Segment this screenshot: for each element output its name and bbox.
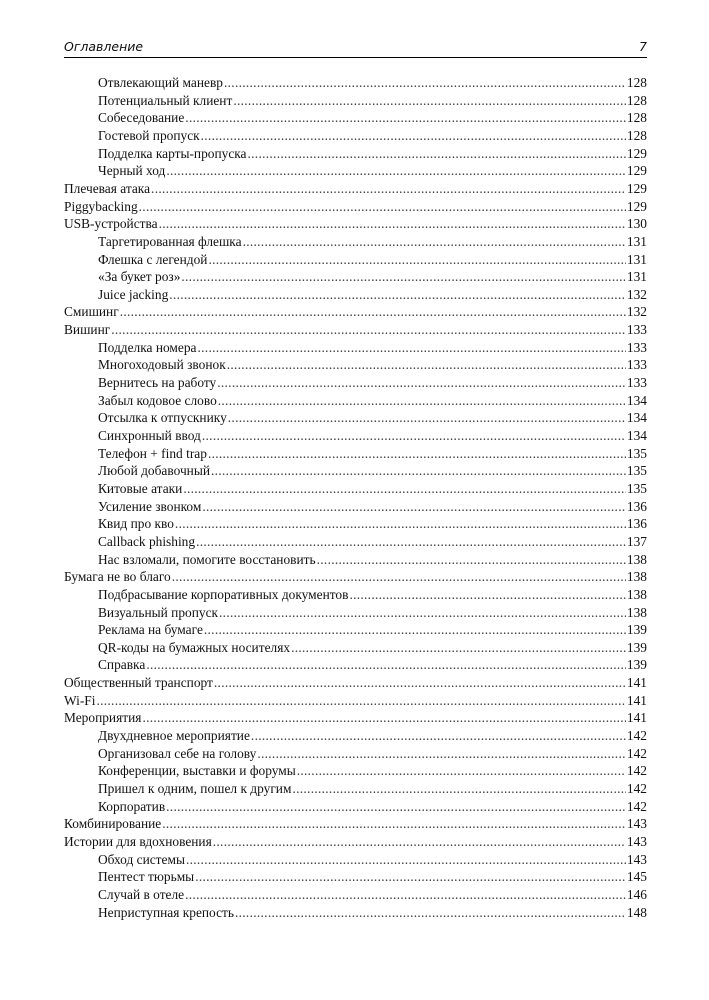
toc-entry-page: 143 [626,833,647,849]
toc-entry-page: 135 [626,445,647,461]
toc-entry[interactable] [98,462,647,479]
toc-entry-title: Справка [98,657,146,673]
toc-entry[interactable] [64,674,647,691]
dot-leader [183,480,626,497]
dot-leader [181,268,626,285]
dot-leader [202,498,626,515]
toc-entry-title: Обход системы [98,851,185,867]
toc-entry-page: 142 [626,798,647,814]
dot-leader [195,868,626,885]
toc-entry-page: 143 [626,851,647,867]
toc-entry-title: Таргетированная флешка [98,233,242,249]
toc-entry-title: Двухдневное мероприятие [98,728,250,744]
toc-entry-page: 132 [626,304,647,320]
dot-leader [139,198,626,215]
toc-entry-page: 143 [626,816,647,832]
toc-entry-title: Многоходовый звонок [98,357,226,373]
toc-entry-title: Нас взломали, помогите восстановить [98,551,316,567]
dot-leader [248,145,626,162]
toc-entry[interactable] [98,286,647,303]
toc-entry-title: Любой добавочный [98,463,211,479]
dot-leader [196,533,626,550]
toc-entry-title: Callback phishing [98,533,196,549]
toc-entry-title: Общественный транспорт [64,675,213,691]
toc-entry-page: 133 [626,322,647,338]
toc-entry-title: Реклама на бумаге [98,622,203,638]
toc-entry-title: USB-устройства [64,216,158,232]
toc-entry[interactable] [98,427,647,444]
toc-entry-page: 133 [626,375,647,391]
dot-leader [162,815,626,832]
toc-entry-page: 139 [626,639,647,655]
dot-leader [186,851,626,868]
dot-leader [204,621,626,638]
toc-entry-title: Комбинирование [64,816,162,832]
toc-entry-title: Синхронный ввод [98,428,201,443]
toc-entry-page: 134 [626,392,647,408]
toc-entry-title: Juice jacking [98,286,169,302]
toc-entry-page: 148 [626,904,647,920]
toc-entry-page: 135 [626,463,647,479]
toc-entry[interactable] [98,639,647,656]
toc-entry-page: 129 [626,163,647,179]
toc-entry[interactable] [98,109,647,126]
toc-entry-title: Забыл кодовое слово [98,392,217,408]
toc-entry-title: Телефон + find trap [98,445,207,461]
dot-leader [218,392,626,409]
dot-leader [96,692,625,709]
toc-entry-title: Черный ход [98,163,166,179]
toc-entry-title: Wi-Fi [64,692,96,708]
dot-leader [169,286,626,303]
toc-entry-title: Неприступная крепость [98,904,234,920]
toc-entry-page: 128 [626,110,647,126]
dot-leader [217,374,626,391]
dot-leader [202,427,626,444]
dot-leader [146,656,626,673]
toc-entry[interactable] [64,709,647,726]
dot-leader [219,604,626,621]
toc-entry[interactable] [98,604,647,621]
toc-entry-page: 146 [626,886,647,902]
dot-leader [233,92,626,109]
toc-entry-page: 134 [626,428,647,443]
toc-entry-title: Пентест тюрьмы [98,869,195,885]
toc-entry[interactable] [98,851,647,868]
toc-entry-page: 134 [626,410,647,426]
toc-entry[interactable] [64,568,647,585]
toc-entry[interactable] [98,268,647,285]
toc-entry-page: 142 [626,728,647,744]
dot-leader [214,674,626,691]
toc-entry-page: 142 [626,781,647,796]
toc-entry[interactable] [98,621,647,638]
dot-leader [175,515,626,532]
header-title: Оглавление [64,39,144,54]
toc-entry-page: 136 [626,498,647,514]
dot-leader [227,356,626,373]
toc-entry-page: 131 [626,269,647,285]
dot-leader [159,215,626,232]
dot-leader [185,886,626,903]
toc-entry[interactable] [98,727,647,744]
toc-entry[interactable] [64,303,647,320]
dot-leader [201,127,626,144]
toc-entry-title: Подбрасывание корпоративных документов [98,586,349,602]
toc-entry-title: Собеседование [98,110,185,126]
toc-entry-page: 141 [626,692,647,708]
toc-entry-title: Отсылка к отпускнику [98,410,227,426]
toc-entry-title: Подделка номера [98,339,197,355]
toc-entry[interactable] [98,127,647,144]
toc-entry-title: Piggybacking [64,198,138,214]
dot-leader [235,904,626,921]
toc-entry-title: Визуальный пропуск [98,604,219,620]
dot-leader [208,445,626,462]
toc-entry-title: Пришел к одним, пошел к другим [98,781,292,796]
toc-entry[interactable] [98,162,647,179]
toc-entry[interactable] [64,321,647,338]
dot-leader [185,109,626,126]
toc-entry-title: Потенциальный клиент [98,92,233,108]
toc-entry[interactable] [98,392,647,409]
toc-entry[interactable] [98,586,647,603]
toc-entry-page: 133 [626,339,647,355]
toc-entry[interactable] [98,356,647,373]
dot-leader [142,709,625,726]
toc-entry[interactable] [98,656,647,673]
toc-entry[interactable] [98,480,647,497]
toc-entry-title: Корпоратив [98,798,166,814]
toc-entry-title: Усиление звонком [98,498,202,514]
toc-entry-title: Китовые атаки [98,480,183,496]
toc-entry-title: Гостевой пропуск [98,127,200,143]
toc-entry[interactable] [98,868,647,885]
toc-entry-title: Конференции, выставки и форумы [98,763,296,779]
dot-leader [208,251,625,268]
toc-entry[interactable] [98,409,647,426]
dot-leader [151,180,626,197]
dot-leader [297,762,626,779]
toc-entry-title: Отвлекающий маневр [98,75,223,90]
toc-entry-title: QR-коды на бумажных носителях [98,639,291,655]
toc-entry[interactable] [64,215,647,232]
toc-entry-page: 129 [626,145,647,161]
toc-entry-page: 128 [626,127,647,143]
toc-entry[interactable] [64,815,647,832]
toc-entry-page: 129 [626,198,647,214]
toc-entry[interactable] [98,798,647,815]
toc-entry-page: 139 [626,622,647,638]
toc-entry-page: 131 [626,233,647,249]
toc-entry[interactable] [98,533,647,550]
toc-entry-page: 135 [626,480,647,496]
toc-entry[interactable] [98,74,647,91]
toc-entry-title: Случай в отеле [98,886,185,902]
dot-leader [257,745,626,762]
toc-entry-page: 128 [626,75,647,90]
toc-entry[interactable] [98,904,647,921]
dot-leader [166,798,626,815]
dot-leader [292,780,625,797]
toc-entry[interactable] [98,780,647,797]
toc-entry[interactable] [98,251,647,268]
toc-entry[interactable] [98,145,647,162]
toc-entry-page: 138 [626,551,647,567]
toc-entry-page: 138 [626,569,647,585]
dot-leader [211,462,626,479]
toc-entry[interactable] [98,745,647,762]
dot-leader [291,639,626,656]
toc-entry-page: 132 [626,286,647,302]
toc-entry-page: 131 [626,251,647,267]
toc-entry-title: Плечевая атака [64,180,151,196]
toc-entry-title: Организовал себе на голову [98,745,257,761]
dot-leader [349,586,625,603]
dot-leader [251,727,626,744]
running-header [64,39,647,58]
toc-entry-title: Вишинг [64,322,111,338]
header-page-number: 7 [639,39,647,54]
toc-entry-page: 145 [626,869,647,885]
toc-entry[interactable] [98,762,647,779]
toc-entry[interactable] [98,551,647,568]
toc-entry-title: «За букет роз» [98,269,181,285]
toc-entry-page: 142 [626,763,647,779]
toc-entry[interactable] [98,515,647,532]
toc-entry-page: 136 [626,516,647,532]
toc-entry[interactable] [98,445,647,462]
dot-leader [213,833,626,850]
toc-entry-page: 138 [626,586,647,602]
toc-entry[interactable] [98,233,647,250]
toc-entry[interactable] [64,692,647,709]
toc-entry-title: Истории для вдохновения [64,833,212,849]
dot-leader [243,233,626,250]
toc-entry[interactable] [98,498,647,515]
toc-entry-page: 137 [626,533,647,549]
dot-leader [198,339,626,356]
toc-entry-title: Флешка с легендой [98,251,208,267]
toc-entry-title: Бумага не во благо [64,569,171,585]
toc-entry[interactable] [98,886,647,903]
dot-leader [224,74,626,91]
toc-entry-title: Подделка карты-пропуска [98,145,247,161]
dot-leader [317,551,626,568]
toc-entry[interactable] [64,198,647,215]
dot-leader [228,409,626,426]
toc-entry[interactable] [98,339,647,356]
toc-entry-page: 129 [626,180,647,196]
toc-entry[interactable] [64,833,647,850]
toc-entry-title: Мероприятия [64,710,142,726]
toc-entry-title: Вернитесь на работу [98,375,217,391]
toc-entry-title: Квид про кво [98,516,174,532]
dot-leader [166,162,626,179]
toc-entry-page: 141 [626,710,647,726]
toc-entry-page: 141 [626,675,647,691]
dot-leader [120,303,626,320]
toc-entry[interactable] [64,180,647,197]
toc-entry-page: 142 [626,745,647,761]
toc-entry[interactable] [98,92,647,109]
toc-entry-page: 139 [626,657,647,673]
toc-entry-page: 138 [626,604,647,620]
toc-entry-page: 133 [626,357,647,373]
dot-leader [111,321,626,338]
toc-entry[interactable] [98,374,647,391]
toc-entry-page: 130 [626,216,647,232]
dot-leader [172,568,626,585]
toc-entry-title: Смишинг [64,304,119,320]
toc-entry-page: 128 [626,92,647,108]
